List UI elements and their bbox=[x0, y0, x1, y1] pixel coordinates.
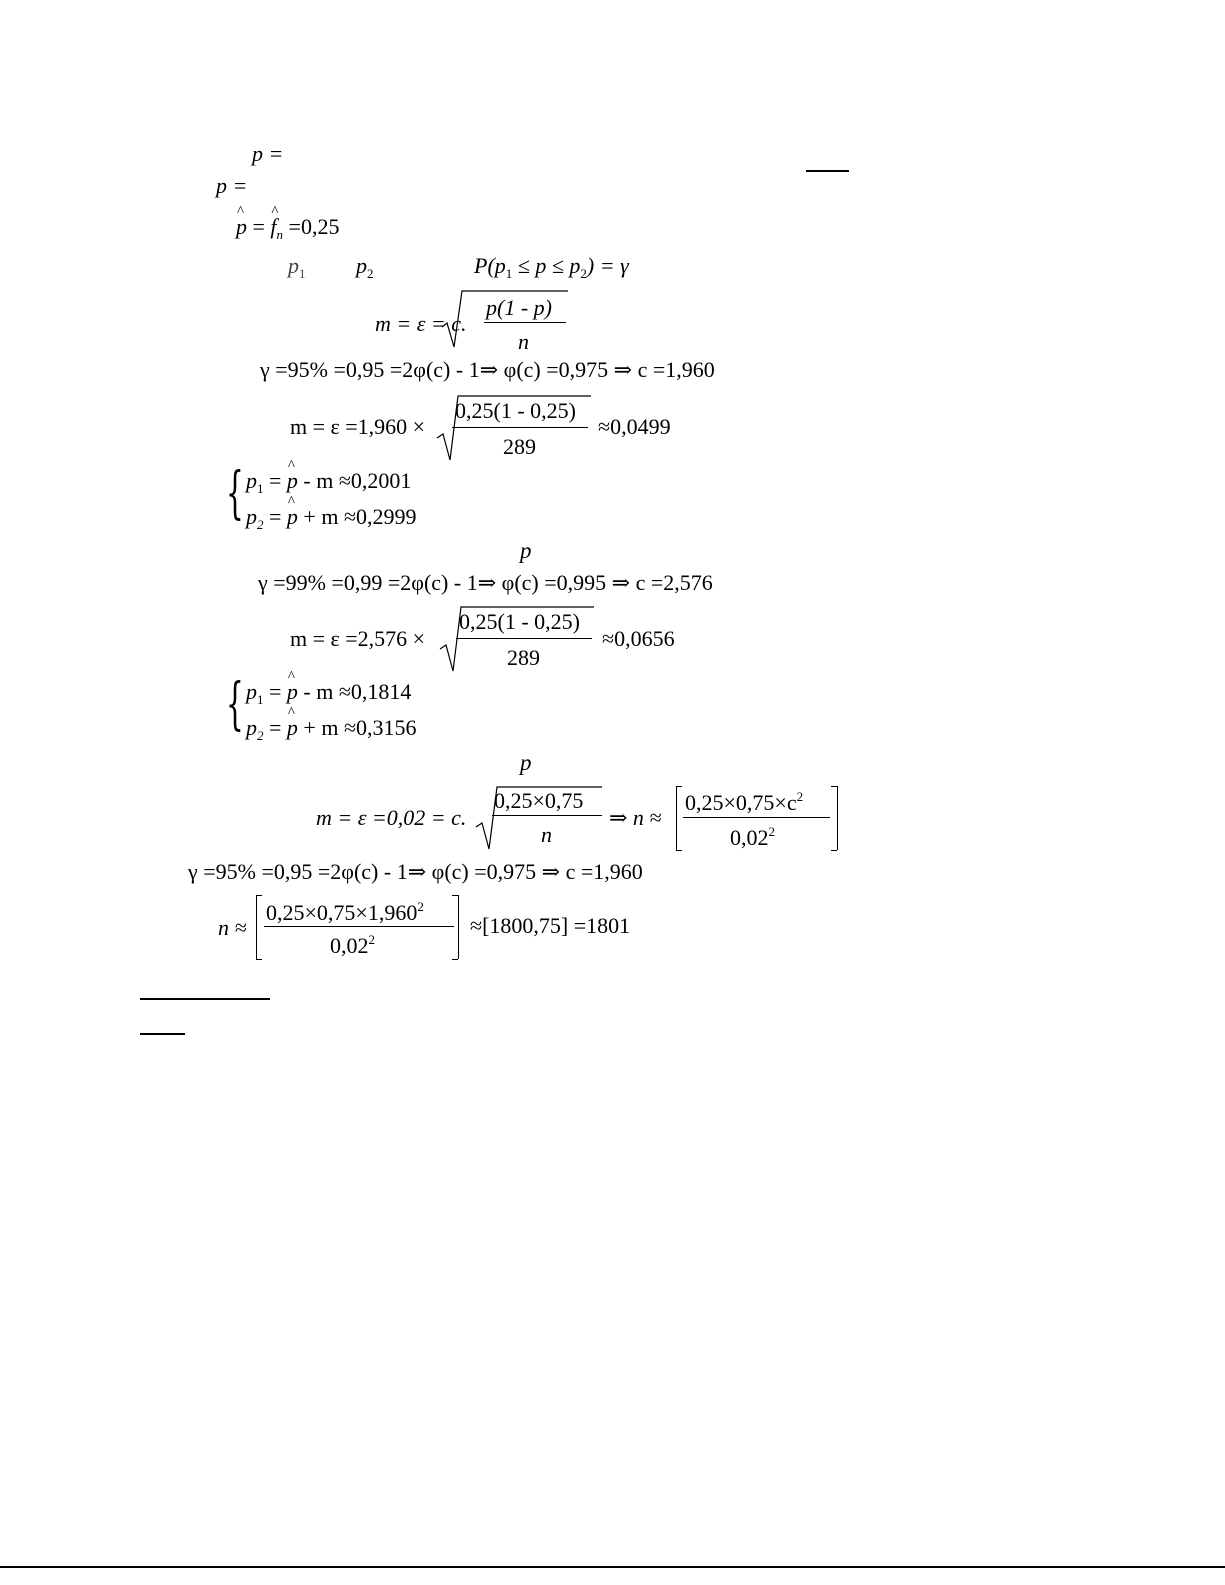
margin-95-numerator: 0,25(1 - 0,25) bbox=[455, 398, 576, 423]
right-bracket-4-bottom bbox=[831, 850, 837, 851]
p-equals-line-1: p = bbox=[252, 141, 284, 166]
sample-size-denominator: n bbox=[541, 822, 552, 847]
ci95-p1: $p_1$ = ^ p - m ≈0,2001 bbox=[246, 470, 411, 495]
margin-99-denominator: 289 bbox=[507, 645, 540, 670]
p-hat-estimate: ^ p = ^ $f_n =0,25$ bbox=[236, 216, 339, 241]
margin-99-numerator: 0,25(1 - 0,25) bbox=[459, 609, 580, 634]
ci99-p1: $p_1$ = ^ p - m ≈0,1814 bbox=[246, 681, 411, 706]
margin-95-denominator: 289 bbox=[503, 434, 536, 459]
p2-label: $p_2$ bbox=[356, 253, 374, 281]
brace-99: { bbox=[226, 672, 244, 737]
right-bracket-4-top bbox=[831, 786, 837, 787]
ci99-p2: $p_2$ = ^ p + m ≈0,3156 bbox=[246, 717, 417, 742]
margin-numerator: p(1 - p) bbox=[486, 295, 552, 320]
probability-statement: $P(p_1 \le p \le p_2) = \gamma$ bbox=[474, 253, 629, 281]
final-n-lhs: n ≈ bbox=[218, 915, 247, 940]
p1-label: $p_1$ bbox=[288, 253, 306, 281]
confidence-95-line: γ =95% =0,95 =2φ(c) - 1⇒ φ(c) =0,975 ⇒ c =1,960 bbox=[260, 357, 715, 382]
implies-n-approx: ⇒ n ≈ bbox=[609, 805, 662, 830]
fraction-bar-2 bbox=[452, 427, 588, 428]
left-bracket-5 bbox=[256, 895, 257, 959]
p-symbol-mid-1: p bbox=[520, 538, 532, 563]
fraction-bar-1 bbox=[484, 322, 566, 323]
right-bracket-5 bbox=[458, 895, 459, 959]
p-equals-line-2: p = bbox=[216, 173, 248, 198]
ci95-p2: $p_2$ = ^ p + m ≈0,2999 bbox=[246, 506, 417, 531]
brace-95: { bbox=[226, 461, 244, 526]
final-n-numerator: $0,25\times 0,75\times 1,960^2$ bbox=[266, 899, 424, 925]
fraction-bar-6 bbox=[264, 926, 454, 927]
final-n-result: ≈[1800,75] =1801 bbox=[470, 913, 631, 938]
underline-mark-top bbox=[806, 170, 849, 172]
margin-99-result: ≈0,0656 bbox=[602, 626, 675, 651]
margin-formula-lhs: m = ε = c. bbox=[375, 311, 467, 336]
bracket-numerator-4: $0,25\times 0,75\times c^2$ bbox=[685, 789, 804, 815]
footnote-separator bbox=[140, 998, 270, 1000]
margin-95-lhs: m = ε =1,960 × bbox=[290, 414, 426, 439]
page-bottom-rule bbox=[0, 1566, 1225, 1568]
margin-denominator: n bbox=[518, 329, 529, 354]
left-bracket-4 bbox=[676, 786, 677, 850]
left-bracket-5-top bbox=[256, 895, 262, 896]
fraction-bar-3 bbox=[456, 638, 592, 639]
footnote-underline bbox=[140, 1033, 185, 1035]
confidence-99-line: γ =99% =0,99 =2φ(c) - 1⇒ φ(c) =0,995 ⇒ c =2,576 bbox=[258, 570, 713, 595]
left-bracket-4-bottom bbox=[676, 850, 682, 851]
fraction-bar-4 bbox=[492, 815, 602, 816]
sample-size-numerator: 0,25×0,75 bbox=[494, 788, 584, 813]
final-n-denominator: 0,02$^2$ bbox=[330, 932, 375, 958]
margin-99-lhs: m = ε =2,576 × bbox=[290, 626, 426, 651]
right-bracket-5-bottom bbox=[452, 959, 458, 960]
p-symbol-mid-2: p bbox=[520, 750, 532, 775]
margin-95-result: ≈0,0499 bbox=[598, 414, 671, 439]
confidence-95-line-2: γ =95% =0,95 =2φ(c) - 1⇒ φ(c) =0,975 ⇒ c =1,960 bbox=[188, 859, 643, 884]
sample-size-lhs: m = ε =0,02 = c. bbox=[316, 805, 467, 830]
left-bracket-5-bottom bbox=[256, 959, 262, 960]
right-bracket-5-top bbox=[452, 895, 458, 896]
bracket-denominator-4: 0,02$^2$ bbox=[730, 824, 775, 850]
fraction-bar-5 bbox=[683, 817, 830, 818]
left-bracket-4-top bbox=[676, 786, 682, 787]
right-bracket-4 bbox=[837, 786, 838, 850]
